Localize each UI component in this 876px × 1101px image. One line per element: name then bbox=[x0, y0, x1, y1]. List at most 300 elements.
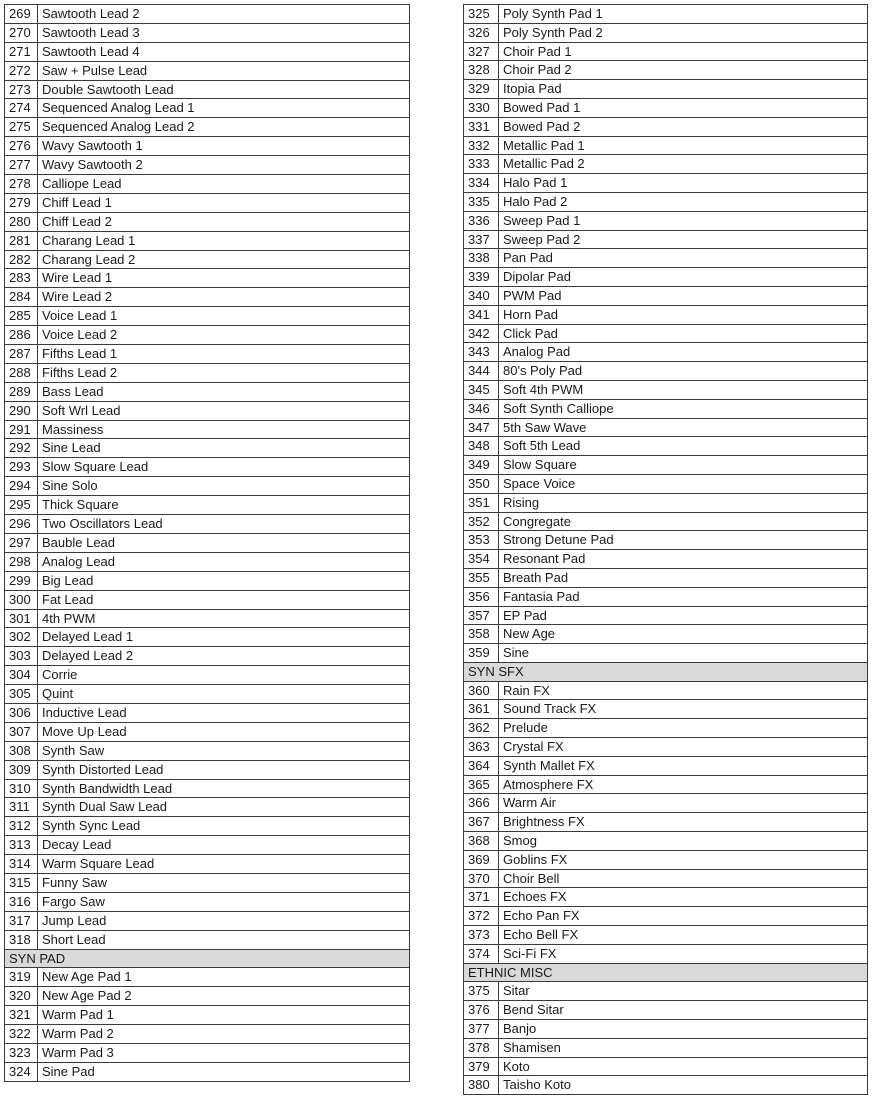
tone-number: 331 bbox=[464, 118, 499, 136]
tone-number: 308 bbox=[5, 742, 38, 760]
tone-name: Sequenced Analog Lead 2 bbox=[42, 119, 195, 135]
tone-number: 284 bbox=[5, 288, 38, 306]
table-row bbox=[5, 345, 409, 364]
table-row bbox=[5, 288, 409, 307]
tone-name: Atmosphere FX bbox=[503, 776, 594, 792]
table-row bbox=[5, 81, 409, 100]
table-row bbox=[5, 1025, 409, 1044]
tone-number: 302 bbox=[5, 628, 38, 646]
tone-number: 312 bbox=[5, 817, 38, 835]
table-row bbox=[5, 421, 409, 440]
table-row bbox=[5, 269, 409, 288]
tone-number: 327 bbox=[464, 43, 499, 61]
table-row bbox=[5, 685, 409, 704]
tone-name: Poly Synth Pad 1 bbox=[503, 6, 603, 21]
tone-number: 270 bbox=[5, 24, 38, 42]
category-header: SYN SFX bbox=[464, 663, 867, 682]
table-row bbox=[464, 794, 867, 813]
tone-name: Koto bbox=[503, 1058, 530, 1074]
tone-name: Banjo bbox=[503, 1021, 537, 1037]
tone-number: 378 bbox=[464, 1039, 499, 1057]
tone-name: Metallic Pad 2 bbox=[503, 156, 585, 172]
tone-number: 273 bbox=[5, 81, 38, 99]
table-row bbox=[5, 496, 409, 515]
table-row bbox=[464, 832, 867, 851]
tone-number: 287 bbox=[5, 345, 38, 363]
tone-number: 334 bbox=[464, 174, 499, 192]
tone-name: Wavy Sawtooth 1 bbox=[42, 138, 143, 154]
tone-name: Taisho Koto bbox=[503, 1077, 571, 1093]
tone-name: Fifths Lead 2 bbox=[42, 364, 118, 380]
tone-name: Decay Lead bbox=[42, 837, 112, 853]
tone-number: 282 bbox=[5, 251, 38, 269]
tone-name: Resonant Pad bbox=[503, 551, 586, 567]
table-row bbox=[5, 24, 409, 43]
table-row bbox=[464, 870, 867, 889]
table-row bbox=[5, 742, 409, 761]
tone-name: Delayed Lead 1 bbox=[42, 629, 134, 645]
table-row bbox=[464, 268, 867, 287]
table-row bbox=[5, 1063, 409, 1082]
table-row bbox=[5, 534, 409, 553]
tone-number: 338 bbox=[464, 249, 499, 267]
tone-number: 320 bbox=[5, 987, 38, 1005]
tone-number: 303 bbox=[5, 647, 38, 665]
tone-number: 351 bbox=[464, 494, 499, 512]
tone-number: 367 bbox=[464, 813, 499, 831]
table-row bbox=[5, 723, 409, 742]
table-row bbox=[464, 907, 867, 926]
table-row bbox=[5, 364, 409, 383]
tone-name: Quint bbox=[42, 686, 74, 702]
tone-name: Warm Pad 1 bbox=[42, 1007, 114, 1023]
tone-name: Rising bbox=[503, 494, 540, 510]
table-row bbox=[464, 1001, 867, 1020]
tone-name: 80's Poly Pad bbox=[503, 363, 583, 379]
table-row bbox=[5, 968, 409, 987]
tone-number: 369 bbox=[464, 851, 499, 869]
tone-name: Prelude bbox=[503, 720, 548, 736]
tone-name: Delayed Lead 2 bbox=[42, 648, 134, 664]
tone-number: 339 bbox=[464, 268, 499, 286]
tone-number: 360 bbox=[464, 682, 499, 700]
tone-number: 370 bbox=[464, 870, 499, 888]
table-row bbox=[464, 494, 867, 513]
tone-number: 321 bbox=[5, 1006, 38, 1024]
tone-name: Shamisen bbox=[503, 1039, 561, 1055]
tone-name: Bass Lead bbox=[42, 383, 104, 399]
tone-number: 299 bbox=[5, 572, 38, 590]
tone-name: Choir Bell bbox=[503, 870, 560, 886]
table-row bbox=[464, 400, 867, 419]
tone-name: Crystal FX bbox=[503, 739, 564, 755]
tone-number: 380 bbox=[464, 1076, 499, 1094]
tone-number: 276 bbox=[5, 137, 38, 155]
tone-name: Soft 5th Lead bbox=[503, 438, 581, 454]
tone-number: 326 bbox=[464, 24, 499, 42]
tone-name: Synth Sync Lead bbox=[42, 818, 141, 834]
tone-name: Warm Pad 3 bbox=[42, 1044, 114, 1060]
tone-number: 337 bbox=[464, 231, 499, 249]
table-row bbox=[464, 588, 867, 607]
table-row bbox=[464, 945, 867, 964]
tone-number: 300 bbox=[5, 591, 38, 609]
tone-number: 345 bbox=[464, 381, 499, 399]
table-row bbox=[5, 628, 409, 647]
tone-number: 358 bbox=[464, 625, 499, 643]
tone-name: Synth Bandwidth Lead bbox=[42, 780, 173, 796]
tone-name: Analog Pad bbox=[503, 344, 571, 360]
table-row bbox=[5, 137, 409, 156]
tone-number: 275 bbox=[5, 118, 38, 136]
tone-name: Move Up Lead bbox=[42, 723, 127, 739]
tone-number: 335 bbox=[464, 193, 499, 211]
table-row bbox=[464, 287, 867, 306]
table-row bbox=[464, 813, 867, 832]
tone-number: 364 bbox=[464, 757, 499, 775]
tone-number: 293 bbox=[5, 458, 38, 476]
table-row bbox=[5, 893, 409, 912]
tone-name: Wavy Sawtooth 2 bbox=[42, 157, 143, 173]
tone-number: 306 bbox=[5, 704, 38, 722]
tone-name: Strong Detune Pad bbox=[503, 532, 614, 548]
tone-number: 379 bbox=[464, 1058, 499, 1076]
tone-number: 363 bbox=[464, 738, 499, 756]
table-row bbox=[5, 912, 409, 931]
tone-name: 4th PWM bbox=[42, 610, 96, 626]
table-row bbox=[464, 137, 867, 156]
tone-name: Bend Sitar bbox=[503, 1002, 564, 1018]
tone-name: Fargo Saw bbox=[42, 893, 105, 909]
tone-number: 285 bbox=[5, 307, 38, 325]
table-row bbox=[5, 194, 409, 213]
tone-name: Fat Lead bbox=[42, 591, 94, 607]
table-row bbox=[5, 213, 409, 232]
tone-list-left bbox=[4, 4, 410, 1082]
tone-number: 310 bbox=[5, 780, 38, 798]
tone-number: 317 bbox=[5, 912, 38, 930]
table-row bbox=[464, 24, 867, 43]
tone-name: PWM Pad bbox=[503, 287, 562, 303]
tone-number: 362 bbox=[464, 719, 499, 737]
tone-name: New Age bbox=[503, 626, 556, 642]
tone-number: 292 bbox=[5, 439, 38, 457]
table-row bbox=[464, 325, 867, 344]
tone-number: 371 bbox=[464, 888, 499, 906]
tone-number: 311 bbox=[5, 798, 38, 816]
tone-name: Space Voice bbox=[503, 475, 576, 491]
tone-name: Soft Wrl Lead bbox=[42, 402, 121, 418]
tone-number: 333 bbox=[464, 155, 499, 173]
tone-name: Sine Solo bbox=[42, 478, 98, 494]
tone-name: New Age Pad 2 bbox=[42, 988, 132, 1004]
tone-number: 343 bbox=[464, 343, 499, 361]
table-row bbox=[464, 475, 867, 494]
tone-name: Wire Lead 2 bbox=[42, 289, 113, 305]
tone-name: Goblins FX bbox=[503, 851, 568, 867]
tone-number: 288 bbox=[5, 364, 38, 382]
tone-name: Metallic Pad 1 bbox=[503, 137, 585, 153]
tone-name: Chiff Lead 1 bbox=[42, 194, 112, 210]
tone-name: Massiness bbox=[42, 421, 104, 437]
tone-name: Saw + Pulse Lead bbox=[42, 62, 148, 78]
tone-name: Sweep Pad 2 bbox=[503, 231, 581, 247]
table-row bbox=[5, 439, 409, 458]
tone-number: 328 bbox=[464, 61, 499, 79]
tone-number: 346 bbox=[464, 400, 499, 418]
table-row bbox=[5, 1044, 409, 1063]
tone-name: Sound Track FX bbox=[503, 701, 597, 717]
table-row bbox=[5, 780, 409, 799]
tone-number: 297 bbox=[5, 534, 38, 552]
tone-number: 295 bbox=[5, 496, 38, 514]
table-row bbox=[5, 515, 409, 534]
tone-number: 316 bbox=[5, 893, 38, 911]
table-row bbox=[5, 383, 409, 402]
tone-number: 290 bbox=[5, 402, 38, 420]
table-row bbox=[464, 1020, 867, 1039]
tone-number: 350 bbox=[464, 475, 499, 493]
table-row bbox=[464, 61, 867, 80]
table-row bbox=[5, 572, 409, 591]
tone-name: Wire Lead 1 bbox=[42, 270, 113, 286]
tone-name: Smog bbox=[503, 833, 537, 849]
tone-name: Big Lead bbox=[42, 572, 94, 588]
table-row bbox=[5, 307, 409, 326]
tone-name: Chiff Lead 2 bbox=[42, 213, 112, 229]
tone-number: 361 bbox=[464, 700, 499, 718]
tone-name: Synth Saw bbox=[42, 742, 105, 758]
tone-name: Sine Pad bbox=[42, 1063, 95, 1079]
tone-number: 341 bbox=[464, 306, 499, 324]
tone-name: Sweep Pad 1 bbox=[503, 212, 581, 228]
tone-number: 332 bbox=[464, 137, 499, 155]
tone-name: Sci-Fi FX bbox=[503, 945, 557, 961]
tone-name: Echo Bell FX bbox=[503, 927, 579, 943]
tone-number: 376 bbox=[464, 1001, 499, 1019]
tone-name: Sine Lead bbox=[42, 440, 101, 456]
tone-name: Slow Square Lead bbox=[42, 459, 149, 475]
tone-name: Two Oscillators Lead bbox=[42, 516, 163, 532]
table-row bbox=[464, 719, 867, 738]
tone-number: 348 bbox=[464, 437, 499, 455]
table-row bbox=[5, 553, 409, 572]
tone-number: 340 bbox=[464, 287, 499, 305]
table-row bbox=[464, 155, 867, 174]
tone-name: Halo Pad 1 bbox=[503, 175, 568, 191]
table-row bbox=[464, 193, 867, 212]
table-row bbox=[5, 798, 409, 817]
tone-number: 352 bbox=[464, 513, 499, 531]
tone-number: 271 bbox=[5, 43, 38, 61]
table-row bbox=[5, 761, 409, 780]
table-row bbox=[5, 175, 409, 194]
tone-name: Rain FX bbox=[503, 682, 550, 698]
table-row bbox=[464, 419, 867, 438]
tone-name: Pan Pad bbox=[503, 250, 553, 266]
table-row bbox=[5, 99, 409, 118]
table-row bbox=[464, 513, 867, 532]
table-row bbox=[5, 704, 409, 723]
tone-number: 366 bbox=[464, 794, 499, 812]
tone-number: 368 bbox=[464, 832, 499, 850]
tone-number: 278 bbox=[5, 175, 38, 193]
table-row bbox=[464, 738, 867, 757]
table-row bbox=[464, 644, 867, 663]
tone-number: 283 bbox=[5, 269, 38, 287]
table-row bbox=[5, 5, 409, 24]
tone-name: Fifths Lead 1 bbox=[42, 346, 118, 362]
table-row bbox=[5, 591, 409, 610]
tone-number: 354 bbox=[464, 550, 499, 568]
table-row bbox=[5, 232, 409, 251]
tone-name: New Age Pad 1 bbox=[42, 969, 132, 985]
table-row bbox=[464, 118, 867, 137]
tone-number: 329 bbox=[464, 80, 499, 98]
table-row bbox=[5, 647, 409, 666]
category-header: ETHNIC MISC bbox=[464, 964, 867, 983]
tone-number: 286 bbox=[5, 326, 38, 344]
table-row bbox=[5, 1006, 409, 1025]
table-row bbox=[464, 682, 867, 701]
table-row bbox=[464, 926, 867, 945]
tone-number: 349 bbox=[464, 456, 499, 474]
tone-name: Echoes FX bbox=[503, 889, 567, 905]
tone-name: Bauble Lead bbox=[42, 534, 116, 550]
tone-name: Sawtooth Lead 3 bbox=[42, 24, 140, 40]
tone-name: Soft Synth Calliope bbox=[503, 400, 614, 416]
tone-number: 374 bbox=[464, 945, 499, 963]
tone-number: 325 bbox=[464, 5, 499, 23]
tone-number: 330 bbox=[464, 99, 499, 117]
table-row bbox=[5, 987, 409, 1006]
table-row bbox=[464, 851, 867, 870]
tone-number: 307 bbox=[5, 723, 38, 741]
tone-number: 314 bbox=[5, 855, 38, 873]
tone-number: 359 bbox=[464, 644, 499, 662]
tone-name: Poly Synth Pad 2 bbox=[503, 24, 603, 40]
tone-name: Double Sawtooth Lead bbox=[42, 81, 174, 97]
table-row bbox=[464, 757, 867, 776]
tone-number: 269 bbox=[5, 5, 38, 23]
tone-number: 277 bbox=[5, 156, 38, 174]
tone-number: 294 bbox=[5, 477, 38, 495]
tone-number: 375 bbox=[464, 982, 499, 1000]
tone-number: 336 bbox=[464, 212, 499, 230]
table-row bbox=[464, 1076, 867, 1095]
tone-name: Voice Lead 2 bbox=[42, 327, 118, 343]
table-row bbox=[464, 231, 867, 250]
table-row bbox=[464, 531, 867, 550]
tone-number: 344 bbox=[464, 362, 499, 380]
tone-number: 323 bbox=[5, 1044, 38, 1062]
tone-name: Synth Distorted Lead bbox=[42, 761, 164, 777]
tone-name: Congregate bbox=[503, 513, 571, 529]
tone-name: Click Pad bbox=[503, 325, 558, 341]
tone-number: 322 bbox=[5, 1025, 38, 1043]
table-row bbox=[464, 1058, 867, 1077]
tone-name: Warm Square Lead bbox=[42, 856, 155, 872]
tone-number: 301 bbox=[5, 610, 38, 628]
tone-number: 305 bbox=[5, 685, 38, 703]
tone-name: Fantasia Pad bbox=[503, 588, 580, 604]
tone-number: 319 bbox=[5, 968, 38, 986]
tone-name: 5th Saw Wave bbox=[503, 419, 587, 435]
table-row bbox=[464, 249, 867, 268]
tone-number: 313 bbox=[5, 836, 38, 854]
table-row bbox=[5, 836, 409, 855]
tone-number: 289 bbox=[5, 383, 38, 401]
table-row bbox=[464, 700, 867, 719]
tone-number: 357 bbox=[464, 607, 499, 625]
tone-number: 318 bbox=[5, 931, 38, 949]
tone-number: 279 bbox=[5, 194, 38, 212]
tone-number: 365 bbox=[464, 776, 499, 794]
tone-name: Horn Pad bbox=[503, 306, 558, 322]
tone-number: 309 bbox=[5, 761, 38, 779]
table-row bbox=[5, 458, 409, 477]
table-row bbox=[464, 982, 867, 1001]
tone-name: Short Lead bbox=[42, 931, 106, 947]
tone-number: 342 bbox=[464, 325, 499, 343]
tone-number: 315 bbox=[5, 874, 38, 892]
table-row bbox=[464, 456, 867, 475]
table-row bbox=[464, 343, 867, 362]
tone-name: EP Pad bbox=[503, 607, 547, 623]
tone-name: Breath Pad bbox=[503, 569, 569, 585]
tone-number: 298 bbox=[5, 553, 38, 571]
tone-number: 356 bbox=[464, 588, 499, 606]
tone-name: Warm Air bbox=[503, 795, 556, 811]
table-row bbox=[5, 610, 409, 629]
table-row bbox=[464, 99, 867, 118]
table-row bbox=[5, 931, 409, 950]
table-row bbox=[464, 80, 867, 99]
tone-name: Sawtooth Lead 4 bbox=[42, 43, 140, 59]
tone-name: Inductive Lead bbox=[42, 704, 127, 720]
tone-number: 324 bbox=[5, 1063, 38, 1081]
tone-name: Thick Square bbox=[42, 497, 119, 513]
table-row bbox=[5, 874, 409, 893]
tone-name: Choir Pad 1 bbox=[503, 43, 572, 59]
tone-name: Charang Lead 1 bbox=[42, 232, 136, 248]
tone-name: Echo Pan FX bbox=[503, 908, 580, 924]
tone-name: Voice Lead 1 bbox=[42, 308, 118, 324]
table-row bbox=[5, 156, 409, 175]
tone-name: Synth Dual Saw Lead bbox=[42, 799, 168, 815]
tone-name: Itopia Pad bbox=[503, 81, 562, 97]
table-row bbox=[464, 776, 867, 795]
tone-name: Sequenced Analog Lead 1 bbox=[42, 100, 195, 116]
tone-number: 291 bbox=[5, 421, 38, 439]
table-row bbox=[5, 118, 409, 137]
table-row bbox=[464, 1039, 867, 1058]
tone-name: Warm Pad 2 bbox=[42, 1026, 114, 1042]
tone-name: Halo Pad 2 bbox=[503, 193, 568, 209]
tone-number: 274 bbox=[5, 99, 38, 117]
tone-name: Charang Lead 2 bbox=[42, 251, 136, 267]
tone-name: Jump Lead bbox=[42, 912, 107, 928]
tone-number: 281 bbox=[5, 232, 38, 250]
table-row bbox=[5, 62, 409, 81]
table-row bbox=[464, 888, 867, 907]
table-row bbox=[5, 326, 409, 345]
table-row bbox=[5, 817, 409, 836]
table-row bbox=[464, 569, 867, 588]
table-row bbox=[5, 666, 409, 685]
tone-number: 377 bbox=[464, 1020, 499, 1038]
tone-number: 373 bbox=[464, 926, 499, 944]
